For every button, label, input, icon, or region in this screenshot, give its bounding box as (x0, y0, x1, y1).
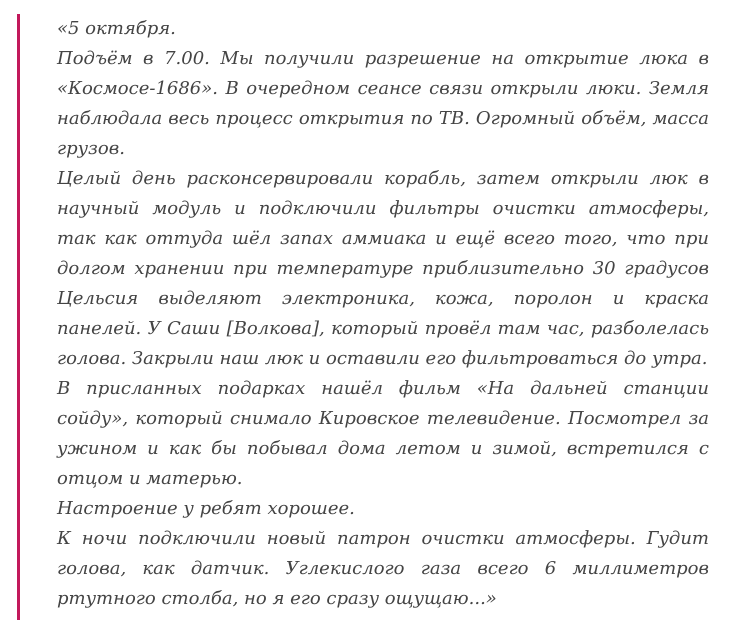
quote-accent-bar (17, 14, 20, 620)
quote-paragraph: Подъём в 7.00. Мы получили разрешение на открытие люка в «Космосе-1686». В очередном сеансе связи открыли люки. Земля наблюдала весь процесс открытия по ТВ. Огромный объём, масса грузов. (57, 48, 709, 159)
quote-paragraph: В присланных подарках нашёл фильм «На дальней станции сойду», который снимало Кировское телевидение. Посмотрел за ужином и как бы побывал дома летом и зимой, встретился с отцом и матерью. (57, 378, 709, 489)
quote-paragraph: Целый день расконсервировали корабль, затем открыли люк в научный модуль и подключили фильтры очистки атмосферы, так как оттуда шёл запах аммиака и ещё всего того, что при долгом хранении при температуре приблизительно 30 градусов Цельсия выделяют электроника, кожа, поролон и краска панелей. У Саши [Волкова], который провёл там час, разболелась голова. Закрыли наш люк и оставили его фильтроваться до утра. (57, 168, 709, 369)
quote-date-line: «5 октября. (57, 18, 176, 39)
quote-text (57, 14, 709, 614)
quote-paragraph: Настроение у ребят хорошее. (57, 498, 355, 519)
quote-paragraph: К ночи подключили новый патрон очистки атмосферы. Гудит голова, как датчик. Углекислого газа всего 6 миллиметров ртутного столба, но я его сразу ощущаю...» (57, 528, 709, 609)
